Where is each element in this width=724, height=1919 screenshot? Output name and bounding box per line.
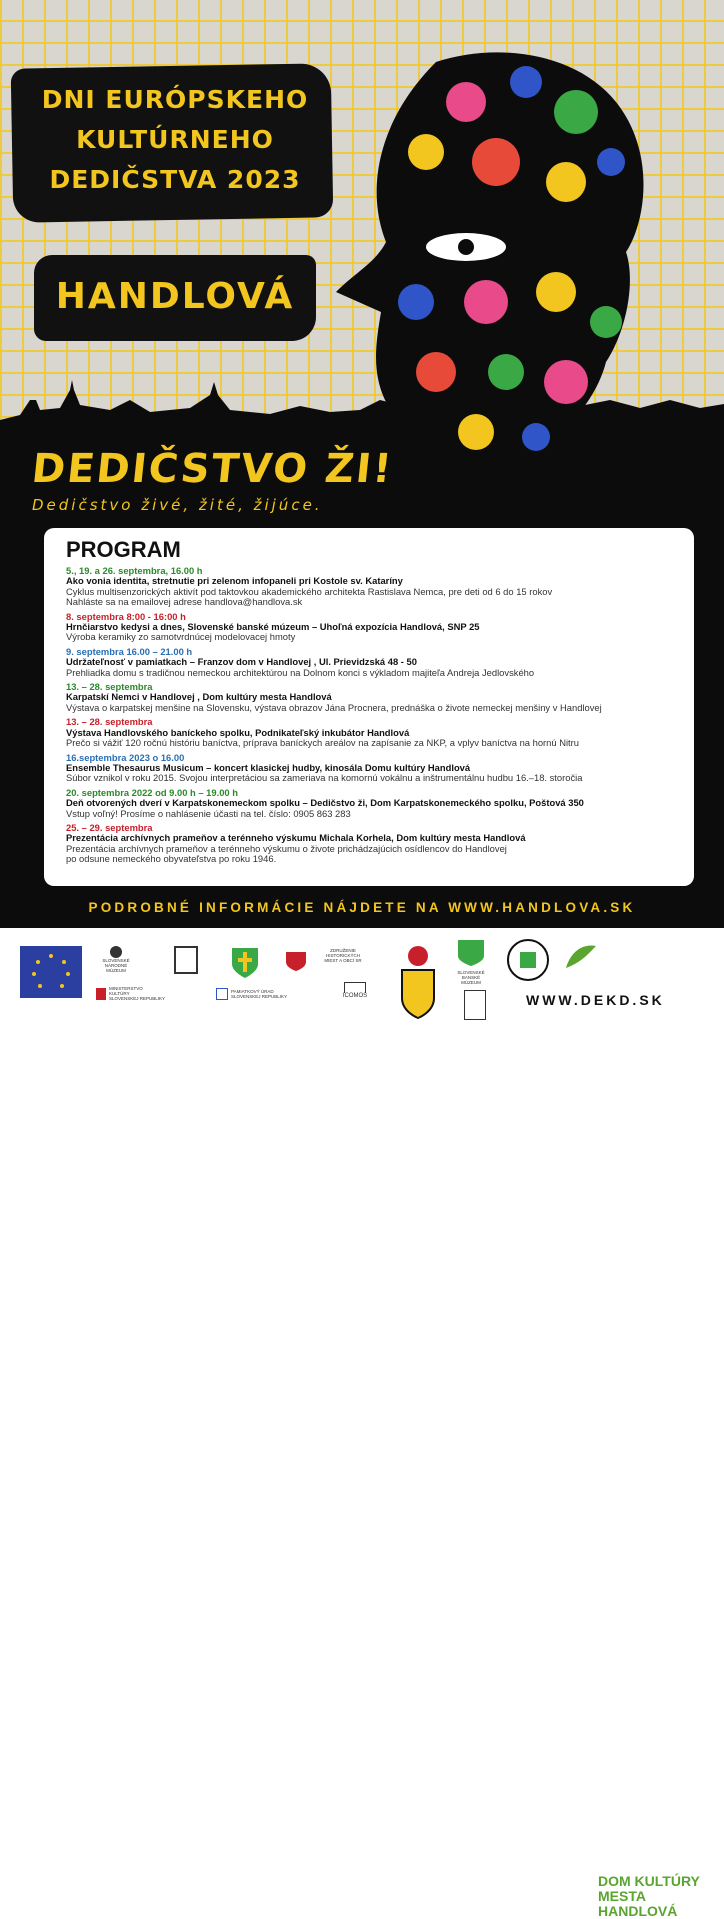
historicke-line: ZDRUŽENIE HISTORICKÝCH: [326, 948, 360, 958]
event-date: 13. – 28. septembra: [66, 716, 153, 728]
historicke-line: MIEST A OBCÍ SR: [324, 958, 362, 963]
dk-title: [598, 1874, 724, 1919]
event-date: 25. – 29. septembra: [66, 821, 153, 833]
dk-title-line: MESTA HANDLOVÁ: [598, 1888, 678, 1919]
program-event: [66, 788, 686, 819]
town-name: HANDLOVÁ: [55, 276, 295, 317]
event-description: Prečo si vážiť 120 ročnú históriu baníctva, príprava baníckych areálov na zapísanie za NKP, a vplyv baníctva na hornú Nitru: [66, 737, 579, 749]
snm-logo: [98, 946, 134, 973]
program-event: [66, 753, 686, 784]
icomos-text: ICOMOS: [342, 993, 368, 999]
snm-line: SLOVENSKÉ: [102, 958, 130, 963]
historic-towns-crest: [284, 950, 308, 972]
title-line: DEDIČSTVA 2023: [49, 165, 301, 194]
dk-title-line: DOM KULTÚRY: [598, 1873, 700, 1889]
pamiatkovy-line: PAMIATKOVÝ ÚRAD: [231, 989, 274, 994]
pamiatkovy-icon: [216, 988, 228, 1000]
mining-crest: [398, 942, 438, 1020]
program-event: [66, 566, 686, 608]
mining-association-seal: [506, 938, 550, 982]
event-title: Hrnčiarstvo kedysi a dnes, Slovenské banské múzeum – Uhoľná expozícia Handlová, SNP 25: [66, 621, 480, 633]
title-line: DNI EURÓPSKEHO: [41, 85, 309, 114]
eu-heritage-logo: [20, 946, 82, 998]
ministry-line: SLOVENSKEJ REPUBLIKY: [109, 996, 166, 1001]
stamp-logo: [464, 990, 486, 1020]
event-title: Výstava Handlovského baníckeho spolku, Podnikateľský inkubátor Handlová: [66, 726, 410, 738]
title-line: KULTÚRNEHO: [76, 125, 274, 154]
event-date: 9. septembra 16.00 – 21.00 h: [66, 645, 193, 657]
heritage-head-illustration: [326, 42, 666, 482]
ministry-line: MINISTERSTVO: [109, 986, 143, 991]
more-info-line: PODROBNÉ INFORMÁCIE NÁJDETE NA WWW.HANDLOVA.SK: [88, 900, 636, 915]
event-description: Súbor vznikol v roku 2015. Svojou interpretáciou sa zameriava na komornú vokálnu a inštrumentálnu hudbu 16.–18. storočia: [66, 772, 583, 784]
program-event: [66, 682, 686, 713]
event-title: Karpatskí Nemci v Handlovej , Dom kultúry mesta Handlová: [66, 691, 332, 703]
motto: DEDIČSTVO ŽI!: [29, 446, 396, 492]
event-description: Výroba keramiky zo samotvrdnúcej modelovacej hmoty: [66, 631, 296, 643]
event-date: 8. septembra 8:00 - 16:00 h: [66, 610, 186, 622]
motto-subtitle: Dedičstvo živé, žité, žijúce.: [32, 496, 323, 514]
banske-line: MÚZEUM: [461, 980, 481, 985]
event-description: Vstup voľný! Prosíme o nahlásenie účasti na tel. číslo: 0905 863 283: [66, 807, 351, 819]
ministry-line: KULTÚRY: [109, 991, 130, 996]
dekd-website[interactable]: WWW.DEKD.SK: [526, 992, 665, 1008]
event-date: 13. – 28. septembra: [66, 681, 153, 693]
icomos-logo: [334, 982, 376, 999]
banske-muzeum-logo: [452, 970, 490, 985]
event-title: Prezentácia archívnych prameňov a terénneho výskumu Michala Korhela, Dom kultúry mesta Handlová: [66, 832, 526, 844]
event-title: Deň otvorených dverí v Karpatskonemeckom spolku – Dedičstvo ži, Dom Karpatskonemeckého spolku, Poštová 350: [66, 797, 584, 809]
program-events: [66, 566, 686, 869]
pamiatkovy-logo: [216, 988, 306, 1000]
event-title: Ako vonia identita, stretnutie pri zelenom infopaneli pri Kostole sv. Kataríny: [66, 575, 403, 587]
pamiatkovy-line: SLOVENSKEJ REPUBLIKY: [231, 994, 288, 999]
event-description: Prehliadka domu s tradičnou nemeckou architektúrou na Dolnom konci s výkladom majiteľa Andreja Jedlovského: [66, 666, 535, 678]
event-description: Nahláste sa na emailovej adrese handlova@handlova.sk: [66, 596, 303, 608]
event-description: Výstava o karpatskej menšine na Slovensku, výstava obrazov Jána Procnera, prednáška o živote nemeckej menšiny v Handlovej: [66, 701, 602, 713]
historicke-mesta-logo: [314, 948, 372, 963]
banske-line: BANSKÉ: [461, 975, 481, 980]
icomos-icon: [344, 982, 366, 993]
event-description: Prezentácia archívnych prameňov a terénneho výskumu o živote prichádzajúcich osídlencov do Handlovej: [66, 842, 507, 854]
event-title: Udržateľnosť v pamiatkach – Franzov dom v Handlovej , Ul. Prievidzská 48 - 50: [66, 656, 417, 668]
banske-muzeum-icon: [456, 938, 486, 968]
ministry-logo: [96, 986, 186, 1001]
snm-line: NÁRODNÉ: [104, 963, 128, 968]
snm-line: MÚZEUM: [106, 968, 126, 973]
snm-emblem-icon: [110, 946, 122, 958]
heritage-trust-logo: [174, 946, 198, 974]
event-date: 20. septembra 2022 od 9.00 h – 19.00 h: [66, 786, 238, 798]
program-event: [66, 717, 686, 748]
partner-logos: [0, 928, 724, 1919]
program-event: [66, 823, 686, 865]
program-event: [66, 612, 686, 643]
event-description: Cyklus multisenzorických aktivít pod taktovkou akademického architekta Rastislava Nemca, pre deti od 6 do 15 rokov: [66, 585, 553, 597]
event-title: [30, 80, 320, 200]
city-coat-of-arms: [230, 946, 260, 980]
program-title: PROGRAM: [66, 537, 181, 562]
program-event: [66, 647, 686, 678]
dk-logo-icon: [562, 942, 598, 972]
ministry-crest-icon: [96, 988, 106, 1000]
event-title: Ensemble Thesaurus Musicum – koncert klasickej hudby, kinosála Domu kultúry Handlová: [66, 761, 471, 773]
event-date: 16.septembra 2023 o 16.00: [66, 751, 185, 763]
event-date: 5., 19. a 26. septembra, 16.00 h: [66, 565, 203, 576]
banske-line: SLOVENSKÉ: [457, 970, 485, 975]
event-description: po odsune nemeckého obyvateľstva po roku 1946.: [66, 853, 277, 865]
